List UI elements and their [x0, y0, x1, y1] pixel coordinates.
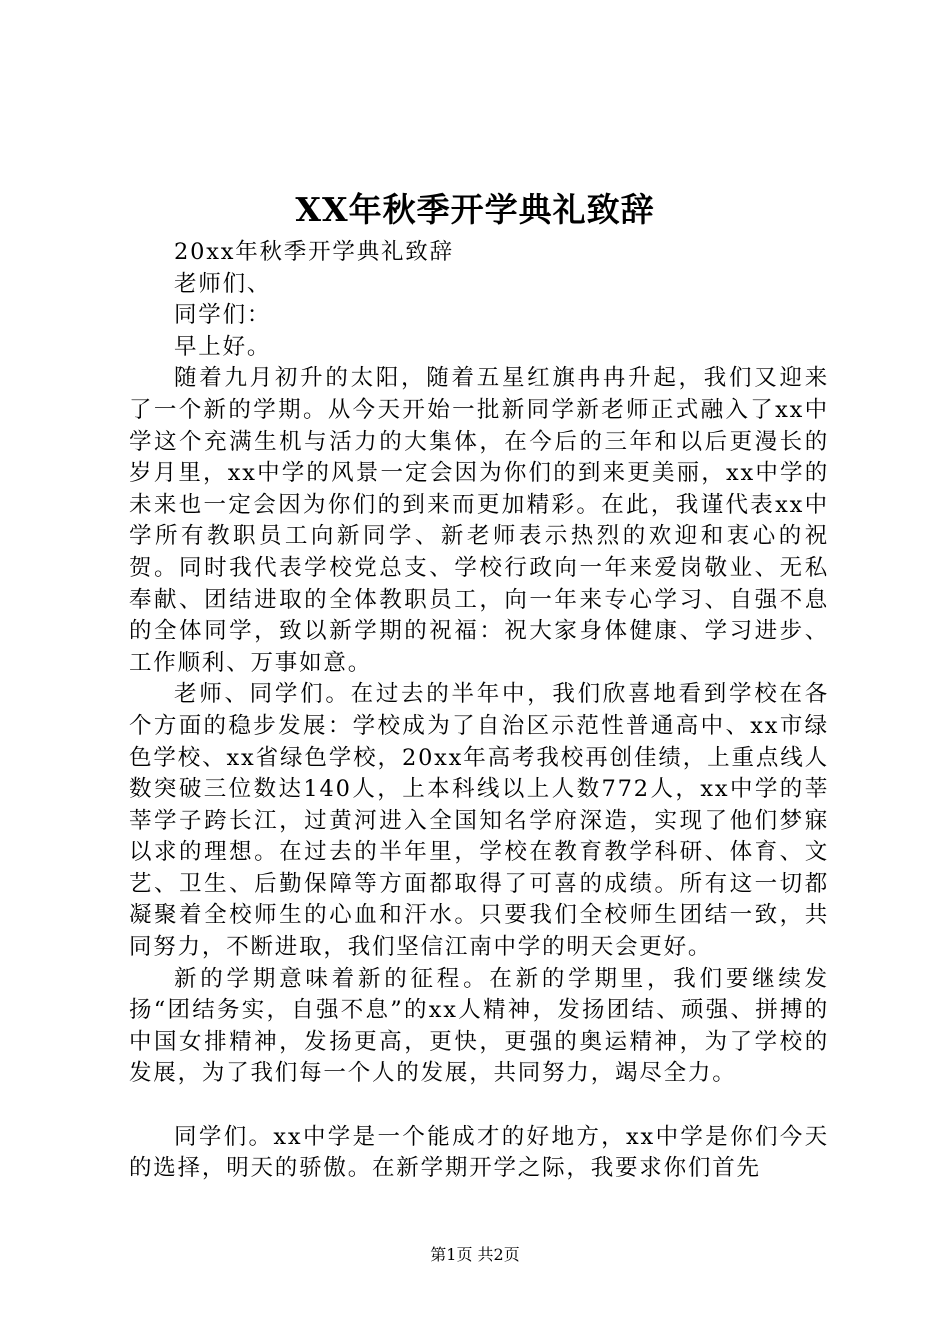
paragraph-students: 同学们。xx中学是一个能成才的好地方，xx中学是你们今天的选择，明天的骄傲。在新学期开学之际，我要求你们首先 — [129, 1123, 829, 1182]
paragraph-welcome: 随着九月初升的太阳，随着五星红旗冉冉升起，我们又迎来了一个新的学期。从今天开始一批新同学新老师正式融入了xx中学这个充满生机与活力的大集体，在今后的三年和以后更漫长的岁月里，xx中学的风景一定会因为你们的到来更美丽，xx中学的未来也一定会因为你们的到来而更加精彩。在此，我谨代表xx中学所有教职员工向新同学、新老师表示热烈的欢迎和衷心的祝贺。同时我代表学校党总支、学校行政向一年来爱岗敬业、无私奉献、团结进取的全体教职员工，向一年来专心学习、自强不息的全体同学，致以新学期的祝福：祝大家身体健康、学习进步、工作顺利、万事如意。 — [129, 365, 829, 676]
document-title: XX年秋季开学典礼致辞 — [295, 190, 655, 229]
heading-line: 20xx年秋季开学典礼致辞 — [174, 239, 454, 265]
page-footer: 第1页 共2页 — [430, 1245, 520, 1264]
salutation-students: 同学们： — [174, 302, 272, 329]
paragraph-new-semester: 新的学期意味着新的征程。在新的学期里，我们要继续发扬“团结务实，自强不息”的xx人精神，发扬团结、顽强、拼搏的中国女排精神，发扬更高，更快，更强的奥运精神，为了学校的发展，为了我们每一个人的发展，共同努力，竭尽全力。 — [129, 965, 829, 1087]
salutation-teachers: 老师们、 — [174, 270, 272, 297]
paragraph-achievements: 老师、同学们。在过去的半年中，我们欣喜地看到学校在各个方面的稳步发展：学校成为了自治区示范性普通高中、xx市绿色学校、xx省绿色学校，20xx年高考我校再创佳绩，上重点线人数突破三位数达140人，上本科线以上人数772人，xx中学的莘莘学子跨长江，过黄河进入全国知名学府深造，实现了他们梦寐以求的理想。在过去的半年里，学校在教育教学科研、体育、文艺、卫生、后勤保障等方面都取得了可喜的成绩。所有这一切都凝聚着全校师生的心血和汗水。只要我们全校师生团结一致，共同努力，不断进取，我们坚信江南中学的明天会更好。 — [129, 681, 829, 961]
document-body — [129, 237, 829, 1185]
greeting: 早上好。 — [174, 333, 272, 360]
